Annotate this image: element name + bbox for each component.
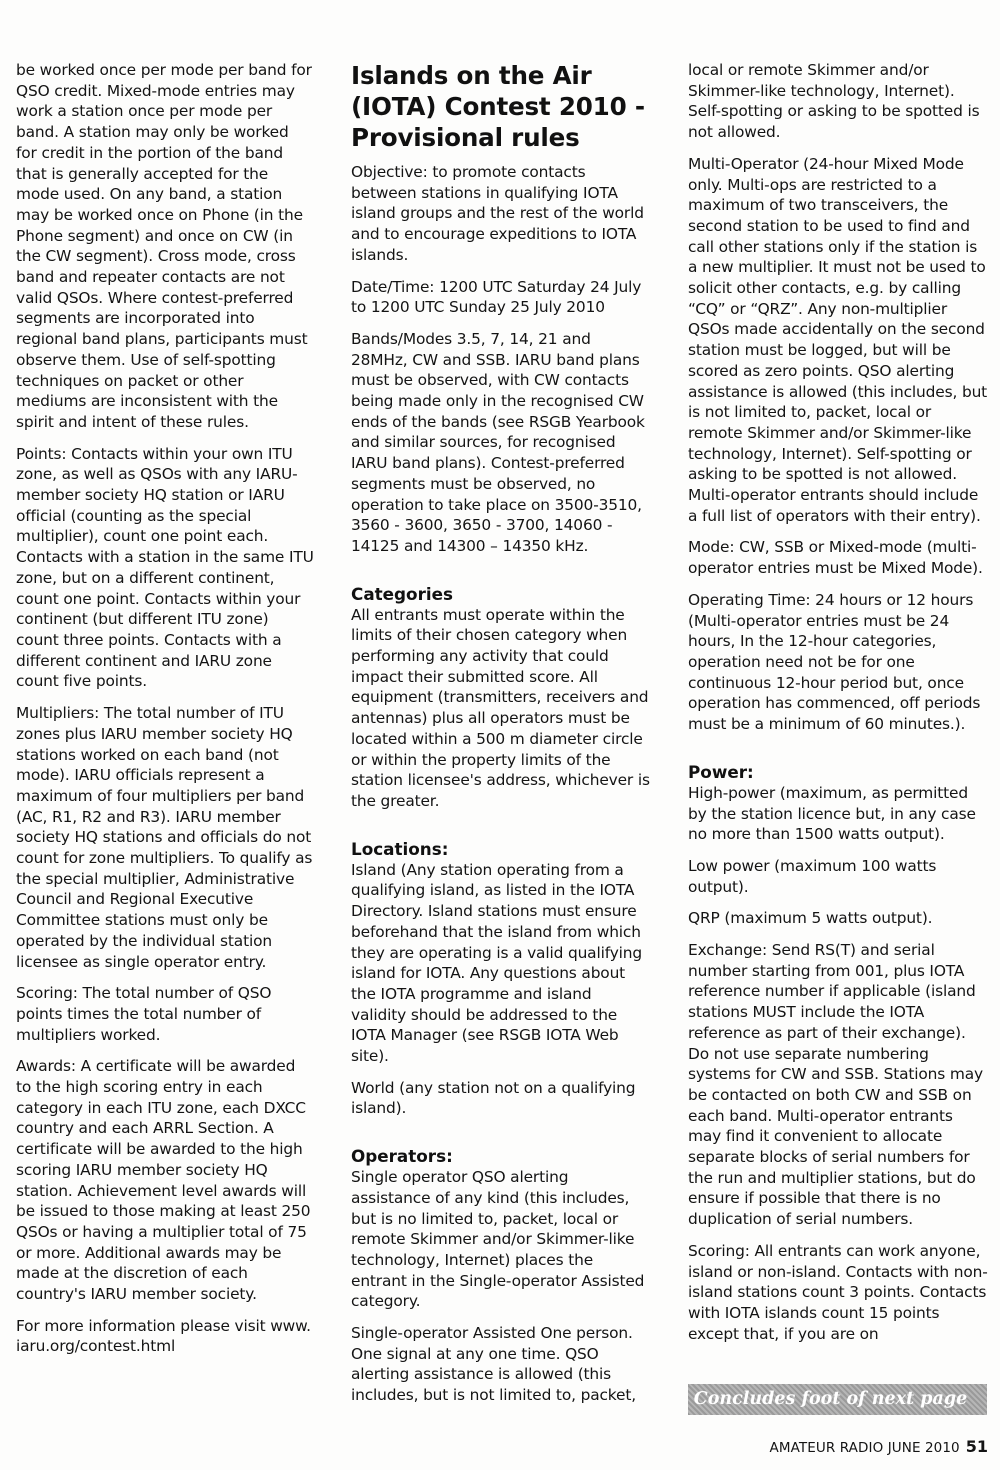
body-paragraph-skimmer-continued: local or remote Skimmer and/or Skimmer-like technology, Internet). Self-spotting or asking to be spotted is not allowed. bbox=[688, 61, 980, 142]
body-paragraph-single-operator: Single operator QSO alerting assistance of any kind (this includes, but is no limited to, packet, local or remote Skimmer and/or Skimmer-like technology, Internet) places the entrant in the Single-operator Assisted category. bbox=[351, 1168, 645, 1311]
body-paragraph-single-operator-assisted: Single-operator Assisted One person. One signal at any one time. QSO alerting assistance is allowed (this includes, but is not limited to, packet, bbox=[351, 1324, 636, 1405]
body-paragraph-qrp: QRP (maximum 5 watts output). bbox=[688, 909, 933, 928]
article-title: Islands on the Air (IOTA) Contest 2010 - Provisional rules bbox=[351, 61, 645, 152]
section-heading-categories: Categories bbox=[351, 583, 453, 604]
body-paragraph-low-power: Low power (maximum 100 watts output). bbox=[688, 856, 937, 896]
publication-name: AMATEUR RADIO JUNE 2010 bbox=[769, 1440, 960, 1456]
body-paragraph-points: Points: Contacts within your own ITU zone, as well as QSOs with any IARU-member society HQ station or IARU official (counting as the special multiplier), count one point each. Contacts with a station in the same ITU zone, but on a different continent, count one point. Contacts within your continent (but different ITU zone) count three points. Contacts with a different continent and IARU zone count five points. bbox=[16, 444, 314, 691]
section-heading-power: Power: bbox=[688, 761, 754, 782]
section-heading-operators: Operators: bbox=[351, 1146, 453, 1167]
left-column bbox=[16, 60, 314, 1368]
body-paragraph-awards: Awards: A certificate will be awarded to the high scoring entry in each category in each ITU zone, each DXCC country and each ARRL Section. A certificate will be awarded to the high scoring IARU member society HQ station. Achievement level awards will be issued to those making at least 250 QSOs or having a multiplier total of 75 or more. Additional awards may be made at the discretion of each country's IARU member society. bbox=[16, 1057, 311, 1304]
page-number: 51 bbox=[965, 1437, 988, 1456]
section-heading-locations: Locations: bbox=[351, 838, 449, 859]
body-paragraph-operating-time: Operating Time: 24 hours or 12 hours (Multi-operator entries must be 24 hours, In the 12-hour categories, operation need not be for one continuous 12-hour period but, once operation has commenced, off periods must be a minimum of 60 minutes.). bbox=[688, 590, 981, 734]
body-paragraph-objective: Objective: to promote contacts between stations in qualifying IOTA island groups and the rest of the world and to encourage expeditions to IOTA islands. bbox=[351, 163, 644, 264]
body-paragraph-date-time: Date/Time: 1200 UTC Saturday 24 July to 1200 UTC Sunday 25 July 2010 bbox=[351, 277, 642, 317]
body-paragraph-island: Island (Any station operating from a qualifying island, as listed in the IOTA Directory. Island stations must ensure beforehand that the island from which they are operating is a valid qualifying island for IOTA. Any questions about the IOTA programme and island validity should be addressed to the IOTA Manager (see RSGB IOTA Web site). bbox=[351, 860, 643, 1066]
body-paragraph-bands-modes: Bands/Modes 3.5, 7, 14, 21 and 28MHz, CW and SSB. IARU band plans must be observed, with CW contacts being made only in the recognised CW ends of the bands (see RSGB Yearbook and similar sources, for recognised IARU band plans). Contest-preferred segments must be observed, no operation to take place on 3500-3510, 3560 - 3600, 3650 - 3700, 14060 - 14125 and 14300 – 14350 kHz. bbox=[351, 329, 645, 555]
middle-column bbox=[351, 60, 651, 1417]
body-paragraph-multipliers: Multipliers: The total number of ITU zones plus IARU member society HQ stations worked on each band (not mode). IARU officials represent a maximum of four multipliers per band (AC, R1, R2 and R3). IARU member society HQ stations and officials do not count for zone multipliers. To qualify as the special multiplier, Administrative Council and Regional Executive Committee stations must only be operated by the individual station licensee as single operator entry. bbox=[16, 704, 313, 971]
page-footer bbox=[770, 1436, 988, 1458]
body-paragraph-mode-rules: be worked once per mode per band for QSO credit. Mixed-mode entries may work a station once per mode per band. A station may only be worked for credit in the portion of the band that is generally accepted for the mode used. On any band, a station may be worked once on Phone (in the Phone segment) and once on CW (in the CW segment). Cross mode, cross band and repeater contacts are not valid QSOs. Where contest-preferred segments are incorporated into regional band plans, participants must observe them. Use of self-spotting techniques on packet or other mediums are inconsistent with the spirit and intent of these rules. bbox=[16, 61, 312, 431]
body-paragraph-multi-operator: Multi-Operator (24-hour Mixed Mode only. Multi-ops are restricted to a maximum of two transceivers, the second station to be used to find and call other stations only if the station is a new multiplier. It must not be used to solicit other contacts, e.g. by calling “CQ” or “QRZ”. Any non-multiplier QSOs made accidentally on the second station must be logged, but will be scored as zero points. QSO alerting assistance is allowed (this includes, but is not limited to, packet, local or remote Skimmer and/or Skimmer-like technology, Internet). Self-spotting or asking to be spotted is not allowed. Multi-operator entrants should include a full list of operators with their entry). bbox=[688, 154, 988, 525]
body-paragraph-mode: Mode: CW, SSB or Mixed-mode (multi-operator entries must be Mixed Mode). bbox=[688, 538, 983, 578]
body-paragraph-iota-scoring: Scoring: All entrants can work anyone, island or non-island. Contacts with non-island stations count 3 points. Contacts with IOTA islands count 15 points except that, if you are on bbox=[688, 1241, 988, 1343]
continued-banner: Concludes foot of next page bbox=[688, 1384, 987, 1415]
body-paragraph-high-power: High-power (maximum, as permitted by the station licence but, in any case no more than 1500 watts output). bbox=[688, 783, 976, 844]
right-column bbox=[688, 60, 988, 1355]
body-paragraph-scoring: Scoring: The total number of QSO points times the total number of multipliers worked. bbox=[16, 984, 272, 1044]
body-paragraph-exchange: Exchange: Send RS(T) and serial number starting from 001, plus IOTA reference number if applicable (island stations MUST include the IOTA reference as part of their exchange). Do not use separate numbering systems for CW and SSB. Stations may be contacted on both CW and SSB on each band. Multi-operator entrants may find it convenient to allocate separate blocks of serial numbers for the run and multiplier stations, but do ensure if possible that there is no duplication of serial numbers. bbox=[688, 941, 983, 1229]
body-paragraph-more-info: For more information please visit www. iaru.org/contest.html bbox=[16, 1316, 311, 1356]
body-paragraph-world: World (any station not on a qualifying island). bbox=[351, 1078, 636, 1118]
body-paragraph-categories: All entrants must operate within the limits of their chosen category when performing any activity that could impact their submitted score. All equipment (transmitters, receivers and antennas) plus all operators must be located within a 500 m diameter circle or within the property limits of the station licensee's address, whichever is the greater. bbox=[351, 605, 650, 810]
